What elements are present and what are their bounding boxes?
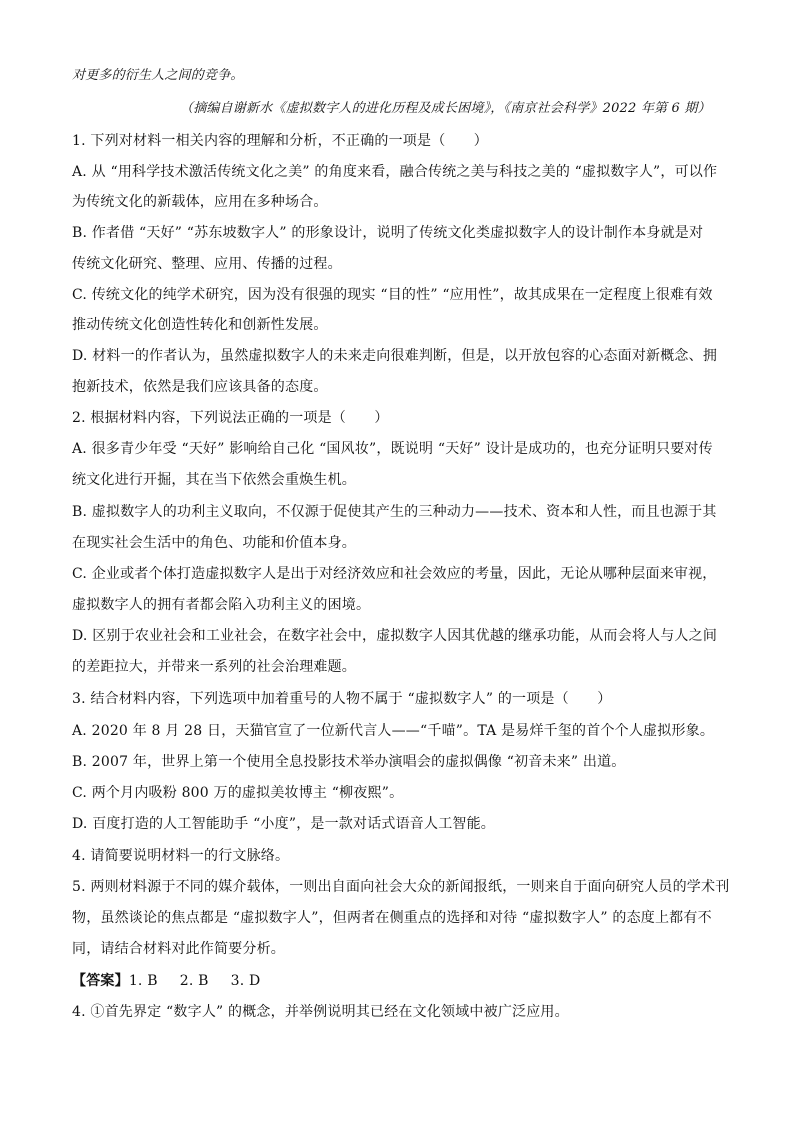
question-1-option-a-cont: 为传统文化的新载体，应用在多种场合。 xyxy=(72,194,328,210)
question-5-stem-cont-1: 物，虽然谈论的焦点都是 “虚拟数字人”，但两者在侧重点的选择和对待 “虚拟数字人” 的态度上都有不 xyxy=(72,910,712,926)
source-citation: （摘编自谢新水《虚拟数字人的进化历程及成长困境》，《南京社会科学》2022 年第 6 期） xyxy=(180,101,711,116)
question-1-option-b-cont: 传统文化研究、整理、应用、传播的过程。 xyxy=(72,256,342,272)
question-1-option-c-cont: 推动传统文化创造性转化和创新性发展。 xyxy=(72,317,328,333)
question-3-option-c: C. 两个月内吸粉 800 万的虚拟美妆博主 “柳夜熙”。 xyxy=(72,785,404,801)
question-3-option-a: A. 2020 年 8 月 28 日，天猫官宣了一位新代言人——“千喵”。TA 是易烊千玺的首个个人虚拟形象。 xyxy=(72,723,715,739)
question-2-option-b: B. 虚拟数字人的功利主义取向，不仅源于促使其产生的三种动力——技术、资本和人性，而且也源于其 xyxy=(72,504,717,520)
answer-4-line: 4. ①首先界定 “数字人” 的概念，并举例说明其已经在文化领域中被广泛应用。 xyxy=(72,1004,569,1020)
question-2-option-d-cont: 的差距拉大，并带来一系列的社会治理难题。 xyxy=(72,659,356,675)
question-2-option-d: D. 区别于农业社会和工业社会，在数字社会中，虚拟数字人因其优越的继承功能，从而会将人与人之间 xyxy=(72,628,718,644)
question-2-option-a-cont: 统文化进行开掘，其在当下依然会重焕生机。 xyxy=(72,472,356,488)
question-2-stem: 2. 根据材料内容，下列说法正确的一项是（ ） xyxy=(72,410,389,426)
answer-3: 3. D xyxy=(230,973,261,989)
answer-2: 2. B xyxy=(179,973,209,989)
question-1-stem: 1. 下列对材料一相关内容的理解和分析，不正确的一项是（ ） xyxy=(72,133,489,149)
answer-line xyxy=(72,971,722,991)
question-2-option-a: A. 很多青少年受 “天好” 影响给自己化 “国风妆”，既说明 “天好” 设计是成功的，也充分证明只要对传 xyxy=(72,441,713,457)
question-3-option-d: D. 百度打造的人工智能助手 “小度”，是一款对话式语音人工智能。 xyxy=(72,816,495,832)
question-5-stem: 5. 两则材料源于不同的媒介载体，一则出自面向社会大众的新闻报纸，一则来自于面向研究人员的学术刊 xyxy=(72,879,730,895)
question-3-stem: 3. 结合材料内容，下列选项中加着重号的人物不属于 “虚拟数字人” 的一项是（ ） xyxy=(72,691,612,707)
question-5-stem-cont-2: 同，请结合材料对此作简要分析。 xyxy=(72,941,285,957)
answer-1: 1. B xyxy=(128,973,158,989)
question-1-option-b: B. 作者借 “天好” “苏东坡数字人” 的形象设计，说明了传统文化类虚拟数字人的设计制作本身就是对 xyxy=(72,225,704,241)
question-1-option-a: A. 从 “用科学技术激活传统文化之美” 的角度来看，融合传统之美与科技之美的 “虚拟数字人”，可以作 xyxy=(72,164,718,180)
previous-paragraph-tail: 对更多的衍生人之间的竞争。 xyxy=(72,68,244,83)
question-3-option-b: B. 2007 年，世界上第一个使用全息投影技术举办演唱会的虚拟偶像 “初音未来” 出道。 xyxy=(72,754,626,770)
question-1-option-d: D. 材料一的作者认为，虽然虚拟数字人的未来走向很难判断，但是，以开放包容的心态面对新概念、拥 xyxy=(72,348,718,364)
question-4-stem: 4. 请简要说明材料一的行文脉络。 xyxy=(72,848,290,864)
question-2-option-c: C. 企业或者个体打造虚拟数字人是出于对经济效应和社会效应的考量，因此，无论从哪种层面来审视， xyxy=(72,566,717,582)
answer-label: 【答案】 xyxy=(72,973,129,989)
question-1-option-d-cont: 抱新技术，依然是我们应该具备的态度。 xyxy=(72,379,328,395)
question-2-option-c-cont: 虚拟数字人的拥有者都会陷入功利主义的困境。 xyxy=(72,597,371,613)
question-2-option-b-cont: 在现实社会生活中的角色、功能和价值本身。 xyxy=(72,535,356,551)
question-1-option-c: C. 传统文化的纯学术研究，因为没有很强的现实 “目的性” “应用性”，故其成果在一定程度上很难有效 xyxy=(72,287,713,303)
